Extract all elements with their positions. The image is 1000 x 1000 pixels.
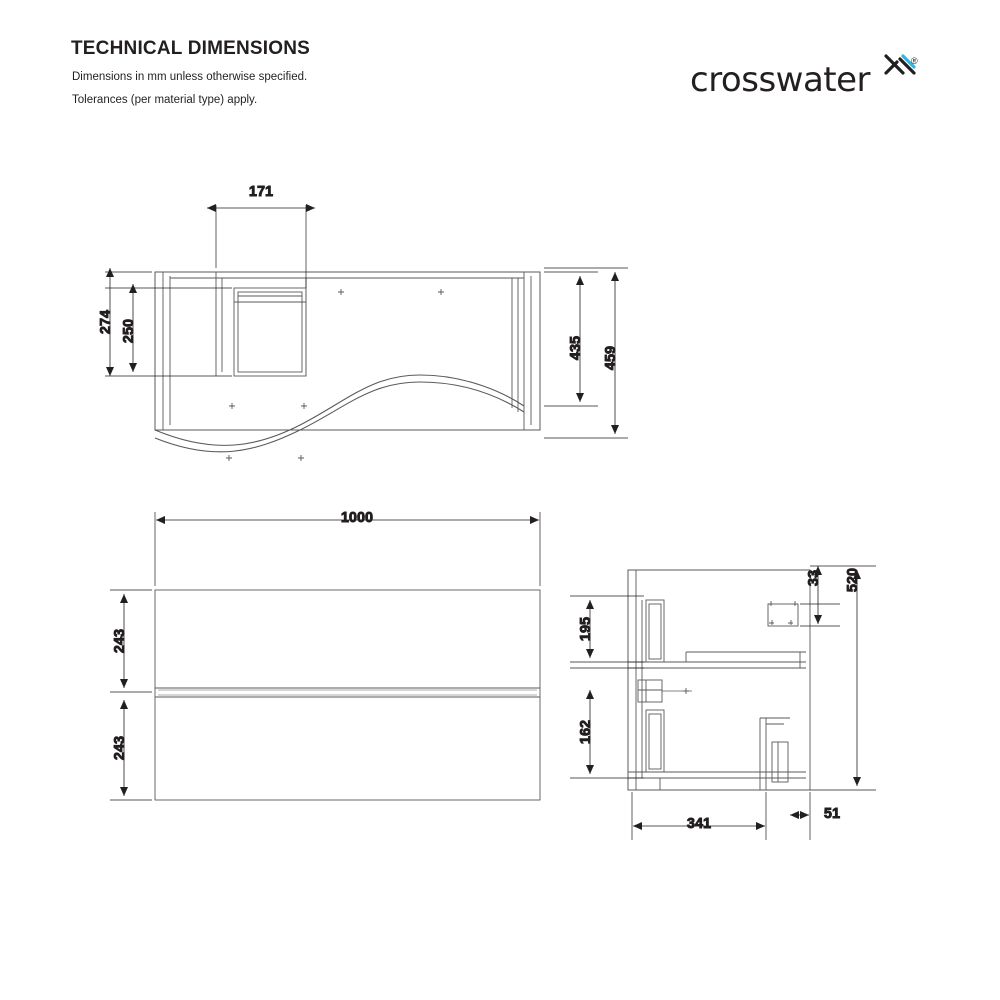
dim-base-depth: 341 (686, 816, 712, 832)
dim-foot-offset: 51 (823, 806, 841, 822)
dim-top-offset: 33 (806, 569, 822, 587)
dim-lower-drawer: 243 (112, 735, 128, 761)
dim-outer-height: 274 (98, 309, 114, 335)
dim-inner-height: 250 (121, 318, 137, 344)
page-title: TECHNICAL DIMENSIONS (71, 38, 311, 59)
plan-view (110, 510, 540, 800)
dim-overall-width: 1000 (340, 510, 374, 526)
dim-upper-drawer: 243 (112, 628, 128, 654)
dim-overall-depth: 520 (845, 567, 861, 593)
dim-basin-width: 171 (248, 184, 274, 200)
tolerance-note: Tolerances (per material type) apply. (72, 94, 258, 106)
dim-upper-section: 195 (578, 616, 594, 642)
dim-overall-height: 459 (603, 345, 619, 371)
registered-trademark-symbol: ® (911, 56, 918, 66)
brand-name: crosswater (690, 60, 871, 100)
units-note: Dimensions in mm unless otherwise specified. (72, 71, 308, 83)
front-elevation-view (98, 184, 628, 461)
dim-lower-section: 162 (578, 719, 594, 745)
side-section-view (570, 566, 876, 840)
dim-carcass-height: 435 (568, 335, 584, 361)
